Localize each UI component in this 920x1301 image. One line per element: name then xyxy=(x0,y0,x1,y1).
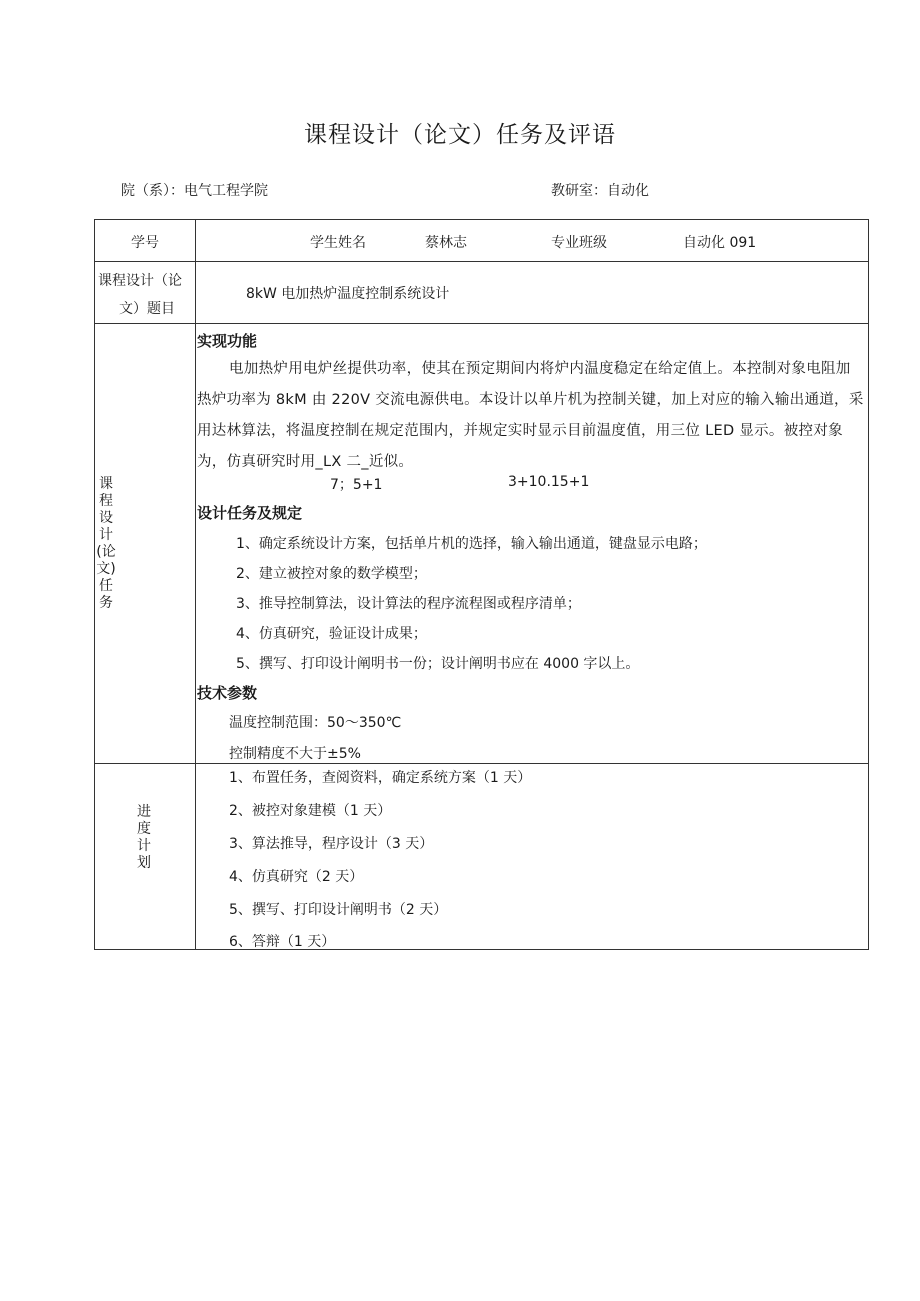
section-heading-function: 实现功能 xyxy=(197,332,258,350)
row-divider xyxy=(94,261,869,262)
schedule-item: 3、算法推导，程序设计（3 天） xyxy=(229,836,434,852)
schedule-side-label: 进度计划 xyxy=(137,804,151,871)
student-name-label: 学生姓名 xyxy=(310,235,366,251)
schedule-item: 2、被控对象建模（1 天） xyxy=(229,803,392,819)
topic-label-line1: 课程设计（论 xyxy=(98,273,182,289)
formula-right: 3+10.15+1 xyxy=(508,474,590,490)
param-item: 控制精度不大于±5% xyxy=(229,746,361,762)
class-label: 专业班级 xyxy=(551,235,607,251)
formula-left: 7；5+1 xyxy=(330,477,383,493)
schedule-item: 4、仿真研究（2 天） xyxy=(229,869,364,885)
schedule-item: 1、布置任务，查阅资料，确定系统方案（1 天） xyxy=(229,770,532,786)
column-divider xyxy=(195,219,196,950)
topic-value: 8kW 电加热炉温度控制系统设计 xyxy=(246,286,450,302)
task-side-label: 课程设计(论文)任务 xyxy=(96,476,116,611)
param-item: 温度控制范围：50～350℃ xyxy=(229,715,402,731)
office-label: 教研室：自动化 xyxy=(551,183,649,199)
row-divider xyxy=(94,323,869,324)
row-divider xyxy=(94,763,869,764)
task-table xyxy=(94,219,869,950)
class-value: 自动化 091 xyxy=(683,235,757,251)
topic-label-line2: 文）题目 xyxy=(119,301,175,317)
task-item: 5、撰写、打印设计阐明书一份；设计阐明书应在 4000 字以上。 xyxy=(236,656,640,672)
student-name-value: 蔡林志 xyxy=(425,235,467,251)
task-item: 3、推导控制算法，设计算法的程序流程图或程序清单； xyxy=(236,596,581,612)
section-heading-tasks: 设计任务及规定 xyxy=(197,504,303,522)
task-item: 2、建立被控对象的数学模型； xyxy=(236,566,427,582)
department-label: 院（系）：电气工程学院 xyxy=(121,183,268,199)
section-heading-params: 技术参数 xyxy=(197,684,258,702)
schedule-item: 6、答辩（1 天） xyxy=(229,934,336,950)
student-no-label: 学号 xyxy=(131,235,159,251)
task-item: 1、确定系统设计方案，包括单片机的选择，输入输出通道，键盘显示电路； xyxy=(236,536,707,552)
task-item: 4、仿真研究，验证设计成果； xyxy=(236,626,427,642)
function-paragraph: 电加热炉用电炉丝提供功率，使其在预定期间内将炉内温度稳定在给定值上。本控制对象电阻加热炉功率为 8kM 由 220V 交流电源供电。本设计以单片机为控制关键，加上对应的输入输出通道，采用达林算法，将温度控制在规定范围内，并规定实时显示目前温度值，用三位 LED 显示。被控对象为，仿真研究时用_LX 二_近似。 xyxy=(197,361,864,470)
schedule-item: 5、撰写、打印设计阐明书（2 天） xyxy=(229,902,448,918)
page-title: 课程设计（论文）任务及评语 xyxy=(304,122,616,148)
